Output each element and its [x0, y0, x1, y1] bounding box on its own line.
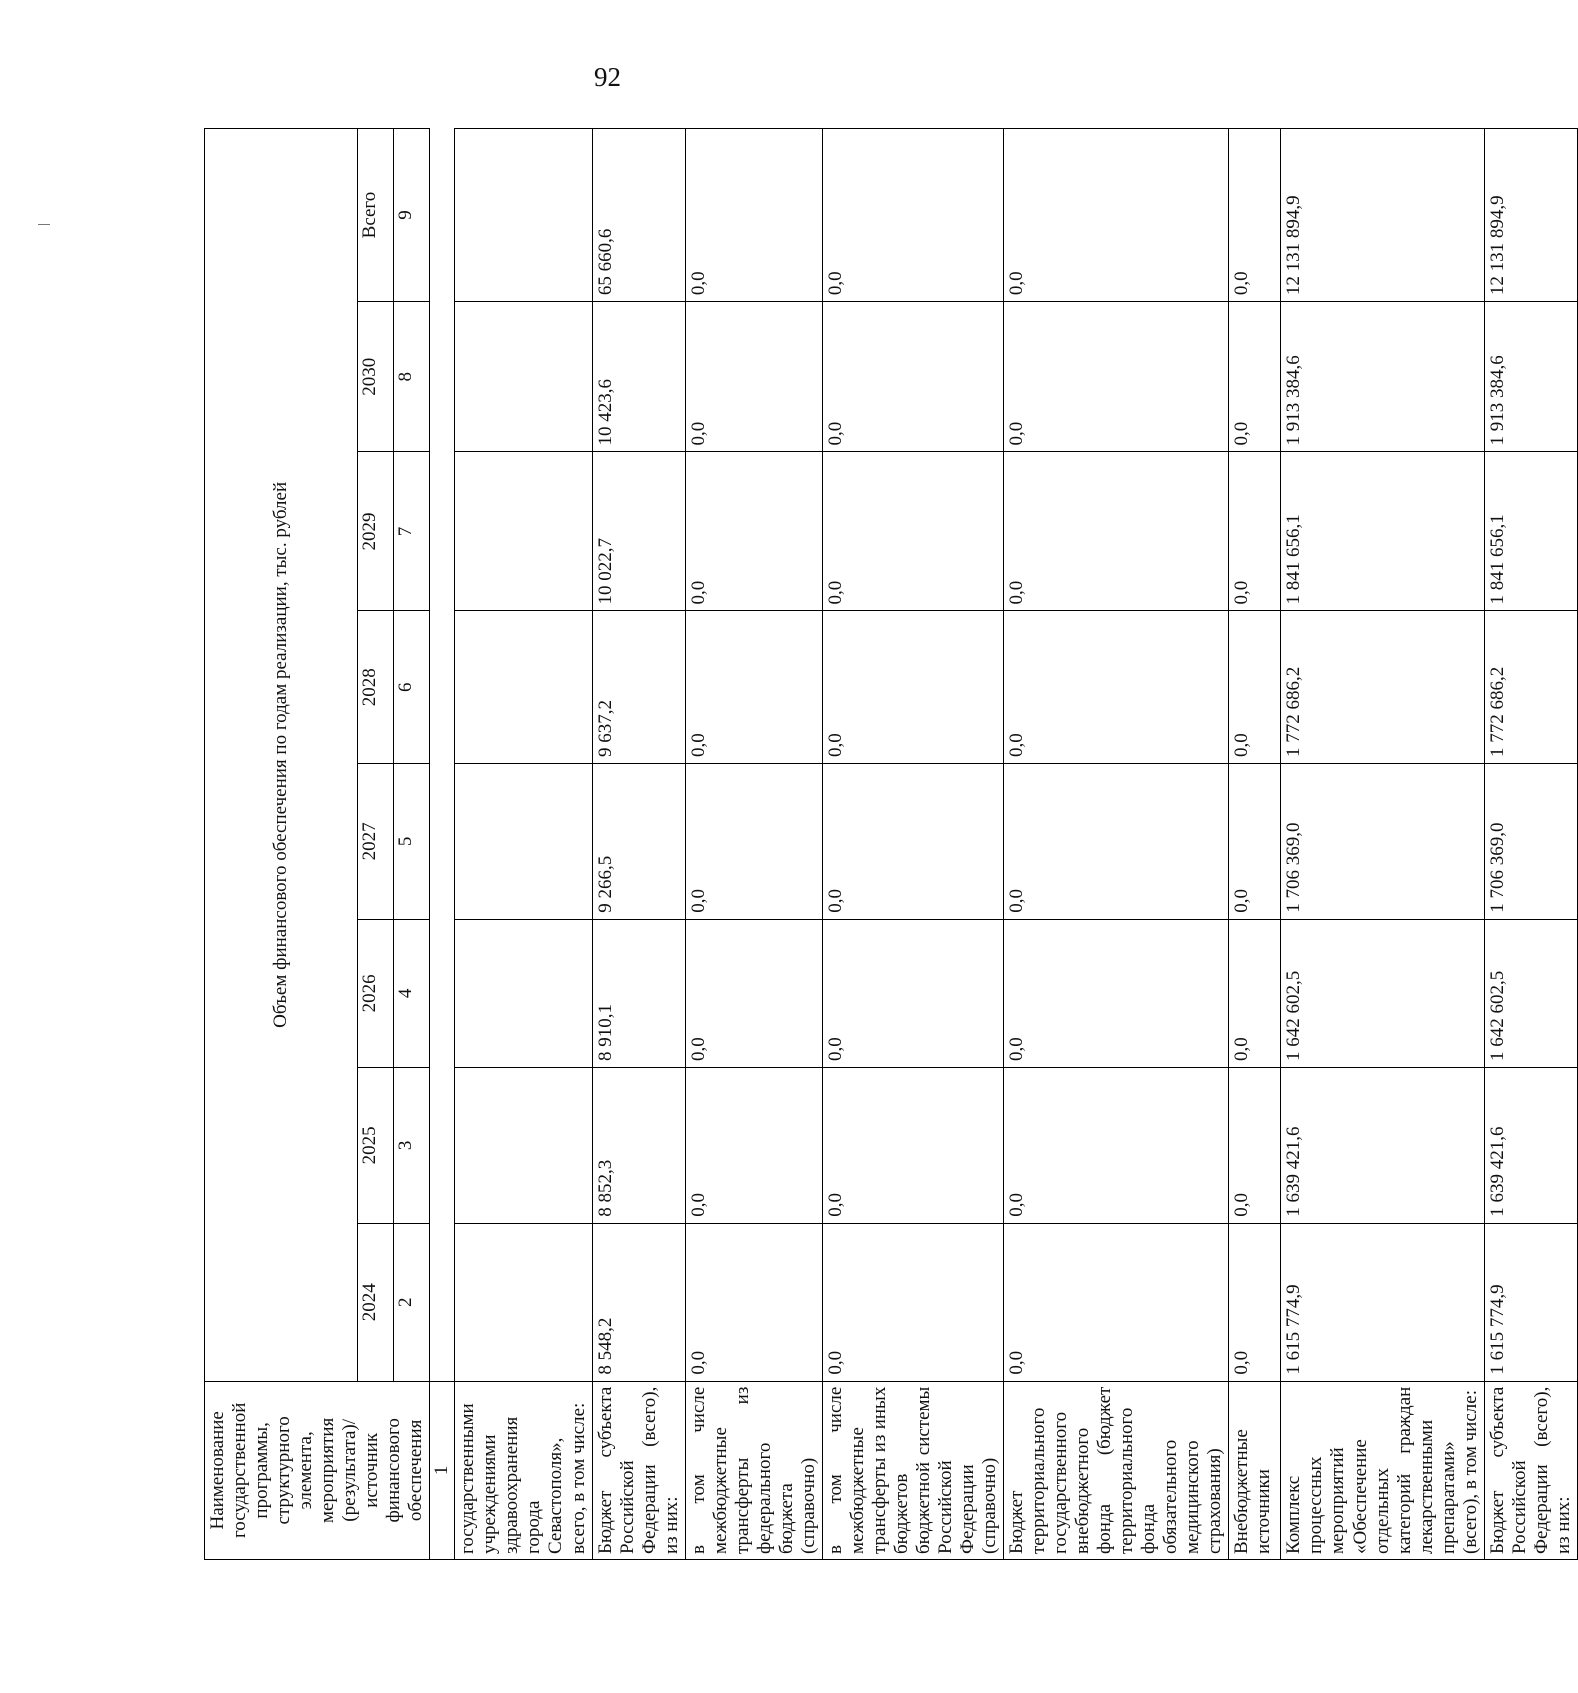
row-value: 10 022,7 [592, 452, 685, 611]
column-number: 1 [430, 1381, 455, 1559]
row-value: 1 841 656,1 [1281, 452, 1484, 611]
row-value: 0,0 [1229, 1068, 1281, 1224]
year-header-total: Всего [357, 129, 393, 302]
row-name: в том числе межбюджетные трансферты из федерального бюджета (справочно) [685, 1381, 822, 1559]
row-value: 1 615 774,9 [1281, 1223, 1484, 1381]
row-value: 0,0 [822, 611, 1003, 764]
row-value: 8 852,3 [592, 1068, 685, 1224]
column-number: 7 [393, 452, 429, 611]
column-number: 4 [393, 919, 429, 1067]
row-name: государственными учреждениями здравоохранения города Севастополя», всего, в том числе: [455, 1381, 592, 1559]
row-name: в том числе межбюджетные трансферты из иных бюджетов бюджетной системы Российской Федерации (справочно) [822, 1381, 1003, 1559]
row-value: 0,0 [1229, 452, 1281, 611]
row-value [455, 1223, 592, 1381]
column-number: 5 [393, 764, 429, 920]
row-value: 1 639 421,6 [1484, 1068, 1577, 1224]
row-value: 1 642 602,5 [1484, 919, 1577, 1067]
row-value: 0,0 [822, 452, 1003, 611]
row-value: 1 913 384,6 [1484, 302, 1577, 452]
column-number: 8 [393, 302, 429, 452]
year-header-2027: 2027 [357, 764, 393, 920]
row-value: 0,0 [685, 302, 822, 452]
year-header-2029: 2029 [357, 452, 393, 611]
financing-table [204, 128, 1578, 1560]
row-value [455, 919, 592, 1067]
year-header-2024: 2024 [357, 1223, 393, 1381]
row-value: 0,0 [822, 129, 1003, 302]
row-value: 0,0 [1004, 452, 1229, 611]
table-row [1229, 129, 1281, 1560]
row-value: 0,0 [685, 1068, 822, 1224]
row-value: 65 660,6 [592, 129, 685, 302]
row-value: 0,0 [822, 302, 1003, 452]
row-value: 0,0 [685, 611, 822, 764]
rotated-table-frame [204, 128, 1574, 1560]
row-value [455, 452, 592, 611]
row-value: 1 642 602,5 [1281, 919, 1484, 1067]
volume-header: Объем финансового обеспечения по годам реализации, тыс. рублей [205, 129, 358, 1382]
row-value: 0,0 [1229, 611, 1281, 764]
table-row [1484, 129, 1577, 1560]
row-value: 0,0 [1229, 764, 1281, 920]
row-value: 0,0 [685, 764, 822, 920]
year-header-2026: 2026 [357, 919, 393, 1067]
row-value: 12 131 894,9 [1281, 129, 1484, 302]
row-value: 0,0 [1004, 1223, 1229, 1381]
row-value: 0,0 [1229, 302, 1281, 452]
row-name: Бюджет субъекта Российской Федерации (всего), из них: [1484, 1381, 1577, 1559]
column-number: 2 [393, 1223, 429, 1381]
table-row [1004, 129, 1229, 1560]
table-row [822, 129, 1003, 1560]
row-value [455, 611, 592, 764]
table-row [455, 129, 592, 1560]
row-value [455, 302, 592, 452]
name-column-header: Наименование государственной программы, структурного элемента, мероприятия (результата)/источник финансового обеспечения [205, 1381, 430, 1559]
table-row [592, 129, 685, 1560]
row-value: 0,0 [1004, 919, 1229, 1067]
row-value: 1 772 686,2 [1281, 611, 1484, 764]
row-value: 8 910,1 [592, 919, 685, 1067]
row-value [455, 129, 592, 302]
row-value: 9 637,2 [592, 611, 685, 764]
row-value: 0,0 [1229, 1223, 1281, 1381]
row-value: 9 266,5 [592, 764, 685, 920]
table-row [1281, 129, 1484, 1560]
row-value: 1 913 384,6 [1281, 302, 1484, 452]
row-value: 0,0 [1004, 764, 1229, 920]
row-value: 8 548,2 [592, 1223, 685, 1381]
row-value: 0,0 [685, 1223, 822, 1381]
row-value: 1 706 369,0 [1281, 764, 1484, 920]
row-value: 1 841 656,1 [1484, 452, 1577, 611]
row-name: Внебюджетные источники [1229, 1381, 1281, 1559]
row-value: 0,0 [822, 1068, 1003, 1224]
column-number: 6 [393, 611, 429, 764]
row-value: 0,0 [1004, 611, 1229, 764]
row-value: 0,0 [1004, 302, 1229, 452]
row-value [455, 764, 592, 920]
row-value: 10 423,6 [592, 302, 685, 452]
year-header-2030: 2030 [357, 302, 393, 452]
row-value: 0,0 [685, 129, 822, 302]
row-name: Комплекс процессных мероприятий «Обеспечение отдельных категорий граждан лекарственными препаратами» (всего), в том числе: [1281, 1381, 1484, 1559]
year-header-2028: 2028 [357, 611, 393, 764]
year-header-2025: 2025 [357, 1068, 393, 1224]
row-value: 0,0 [822, 1223, 1003, 1381]
row-value: 0,0 [685, 452, 822, 611]
row-value: 0,0 [822, 919, 1003, 1067]
row-value: 1 706 369,0 [1484, 764, 1577, 920]
row-value: 1 639 421,6 [1281, 1068, 1484, 1224]
row-value: 0,0 [822, 764, 1003, 920]
column-number: 9 [393, 129, 429, 302]
page-number: 92 [594, 62, 621, 92]
row-value: 1 615 774,9 [1484, 1223, 1577, 1381]
row-value: 0,0 [1004, 129, 1229, 302]
row-value: 0,0 [1229, 919, 1281, 1067]
row-name: Бюджет территориального государственного внебюджетного фонда (бюджет территориального фонда обязательного медицинского страхования) [1004, 1381, 1229, 1559]
row-name: Бюджет субъекта Российской Федерации (всего), из них: [592, 1381, 685, 1559]
row-value [455, 1068, 592, 1224]
table-row [685, 129, 822, 1560]
column-number: 3 [393, 1068, 429, 1224]
row-value: 0,0 [1229, 129, 1281, 302]
row-value: 1 772 686,2 [1484, 611, 1577, 764]
row-value: 0,0 [1004, 1068, 1229, 1224]
scan-mark [38, 224, 50, 225]
row-value: 0,0 [685, 919, 822, 1067]
row-value: 12 131 894,9 [1484, 129, 1577, 302]
